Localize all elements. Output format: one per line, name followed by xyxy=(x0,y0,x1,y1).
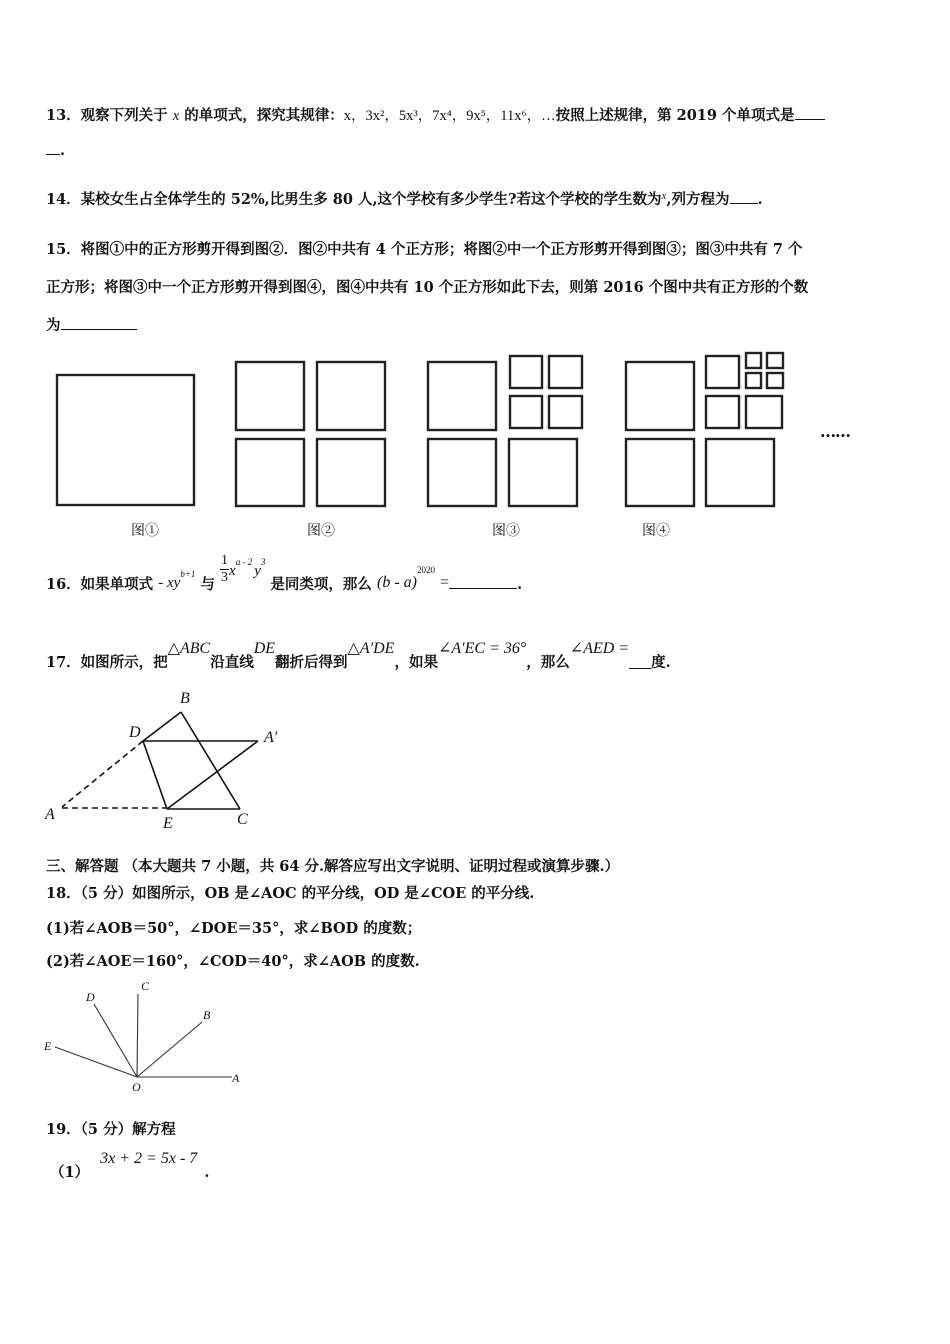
fig3-square xyxy=(428,439,496,506)
fig4-square xyxy=(746,353,761,368)
fig2-square xyxy=(236,362,304,430)
question-15-line2: 正方形；将图③中一个正方形剪开得到图④，图④中共有 10 个正方形如此下去，则第 2016 个图中共有正方形的个数 xyxy=(46,279,809,296)
q16-mono1: - xy xyxy=(158,575,181,591)
q16-mono2-yexp: 3 xyxy=(260,557,266,567)
q16-prefix: 16．如果单项式 xyxy=(46,576,154,593)
label-E: E xyxy=(44,1039,52,1053)
q17-ask: ∠AED = xyxy=(569,640,630,657)
square-figures xyxy=(0,345,950,515)
label-B: B xyxy=(203,1008,211,1022)
q17-line: DE xyxy=(253,640,276,657)
q19-end: . xyxy=(204,1164,210,1181)
q13-terms: x，3x²，5x³，7x⁴，9x⁵，11x⁶，… xyxy=(343,108,556,124)
label-B: B xyxy=(180,690,190,707)
q16-mono2-xexp: a - 2 xyxy=(235,557,253,567)
fig2-square xyxy=(317,362,385,430)
q16-expr: (b - a) xyxy=(376,574,417,591)
q16-fraction xyxy=(220,553,229,586)
q16-mid: 是同类项，那么 xyxy=(270,576,372,593)
fig3-square xyxy=(428,362,496,430)
q16-mono2-x: x xyxy=(229,563,236,579)
fig4-square xyxy=(767,353,783,368)
fig3-square xyxy=(510,356,542,388)
question-18-title: 18．（5 分）如图所示，OB 是∠AOC 的平分线，OD 是∠COE 的平分线. xyxy=(46,885,535,902)
answer-blank xyxy=(449,588,517,589)
answer-blank xyxy=(61,329,137,330)
caption-fig3: 图③ xyxy=(492,523,520,539)
fig4-square xyxy=(767,373,783,388)
label-C: C xyxy=(237,811,248,828)
label-A: A xyxy=(232,1071,240,1085)
question-13 xyxy=(46,104,825,125)
label-D: D xyxy=(86,990,95,1004)
question-13-cont xyxy=(46,142,65,159)
caption-fig2: 图② xyxy=(307,523,335,539)
q17-tri2: △A′DE xyxy=(347,640,395,657)
q16-mono2-y: y xyxy=(254,563,261,579)
fig2-square xyxy=(317,439,385,506)
fig4-square xyxy=(626,362,694,430)
caption-fig4: 图④ xyxy=(642,523,670,539)
fig3-square xyxy=(549,356,582,388)
answer-blank xyxy=(795,119,825,120)
fig3-square xyxy=(549,396,582,428)
q15-line3: 为 xyxy=(46,317,61,334)
label-D: D xyxy=(129,724,141,741)
answer-blank xyxy=(629,668,651,669)
q16-and: 与 xyxy=(200,576,215,593)
question-19-title: 19．（5 分）解方程 xyxy=(46,1121,176,1138)
triangle-fold-figure xyxy=(40,685,300,835)
q16-end: . xyxy=(517,576,523,593)
q17-t1: 沿直线 xyxy=(210,654,254,671)
q16-frac-den: 3 xyxy=(221,570,229,585)
answer-blank xyxy=(46,154,60,155)
q13-end: . xyxy=(60,142,66,159)
caption-fig1: 图① xyxy=(131,523,159,539)
fig4-square xyxy=(706,356,739,388)
angle-figure xyxy=(40,980,260,1095)
fig3-square xyxy=(509,439,577,506)
fig4-square xyxy=(746,373,761,388)
q17-t4: ，那么 xyxy=(526,654,570,671)
question-18-part2: (2)若∠AOE＝160°，∠COD＝40°，求∠AOB 的度数. xyxy=(46,953,420,970)
q17-t2: 翻折后得到 xyxy=(275,654,348,671)
fig1-square xyxy=(57,375,194,505)
q16-frac-num: 1 xyxy=(221,553,229,568)
q16-mono1-exp: b+1 xyxy=(180,569,196,579)
q14-text: 14．某校女生占全体学生的 52%,比男生多 80 人,这个学校有多少学生?若这个学校的学生数为 xyxy=(46,191,662,208)
q17-prefix: 17．如图所示，把 xyxy=(46,654,168,671)
question-18-part1: (1)若∠AOB＝50°，∠DOE＝35°，求∠BOD 的度数； xyxy=(46,920,422,937)
label-A-prime: A′ xyxy=(264,729,278,746)
q14-var: x xyxy=(661,190,667,202)
question-15-line3 xyxy=(46,314,137,335)
q14-suffix: ,列方程为 xyxy=(666,191,730,208)
question-15-line1: 15．将图①中的正方形剪开得到图②．图②中共有 4 个正方形；将图②中一个正方形剪开得到图③；图③中共有 7 个 xyxy=(46,241,803,258)
label-C: C xyxy=(141,979,150,993)
q13-mid: 的单项式，探究其规律： xyxy=(184,107,344,124)
question-14 xyxy=(46,188,763,209)
label-E: E xyxy=(163,815,173,832)
question-16 xyxy=(46,552,522,594)
q17-unit: 度. xyxy=(651,654,671,671)
q14-end: . xyxy=(757,191,763,208)
section-3-heading: 三、解答题 （本大题共 7 小题，共 64 分.解答应写出文字说明、证明过程或演算步骤.） xyxy=(46,858,620,875)
q13-var: x xyxy=(172,108,180,124)
answer-blank xyxy=(730,203,758,204)
fig3-square xyxy=(510,396,542,428)
q13-suffix: 按照上述规律，第 2019 个单项式是 xyxy=(555,107,795,124)
question-19-part1 xyxy=(50,1150,209,1182)
q13-prefix: 13．观察下列关于 xyxy=(46,107,168,124)
fig2-square xyxy=(236,439,304,506)
q19-p1-equation: 3x + 2 = 5x - 7 xyxy=(100,1150,198,1167)
q19-p1-label: （1） xyxy=(50,1164,90,1181)
question-17 xyxy=(46,638,671,672)
q17-tri1: △ABC xyxy=(167,640,211,657)
fig4-square xyxy=(746,396,782,428)
label-O: O xyxy=(132,1080,141,1094)
figure-ellipsis: …… xyxy=(820,422,850,441)
fig4-square xyxy=(626,439,694,506)
label-A: A xyxy=(45,806,55,823)
q17-t3: ，如果 xyxy=(394,654,438,671)
fig4-square xyxy=(706,396,739,428)
q16-eq: = xyxy=(440,574,450,591)
fig4-square xyxy=(706,439,774,506)
q17-angle: ∠A′EC = 36° xyxy=(437,640,527,657)
q16-expr-exp: 2020 xyxy=(416,565,435,575)
